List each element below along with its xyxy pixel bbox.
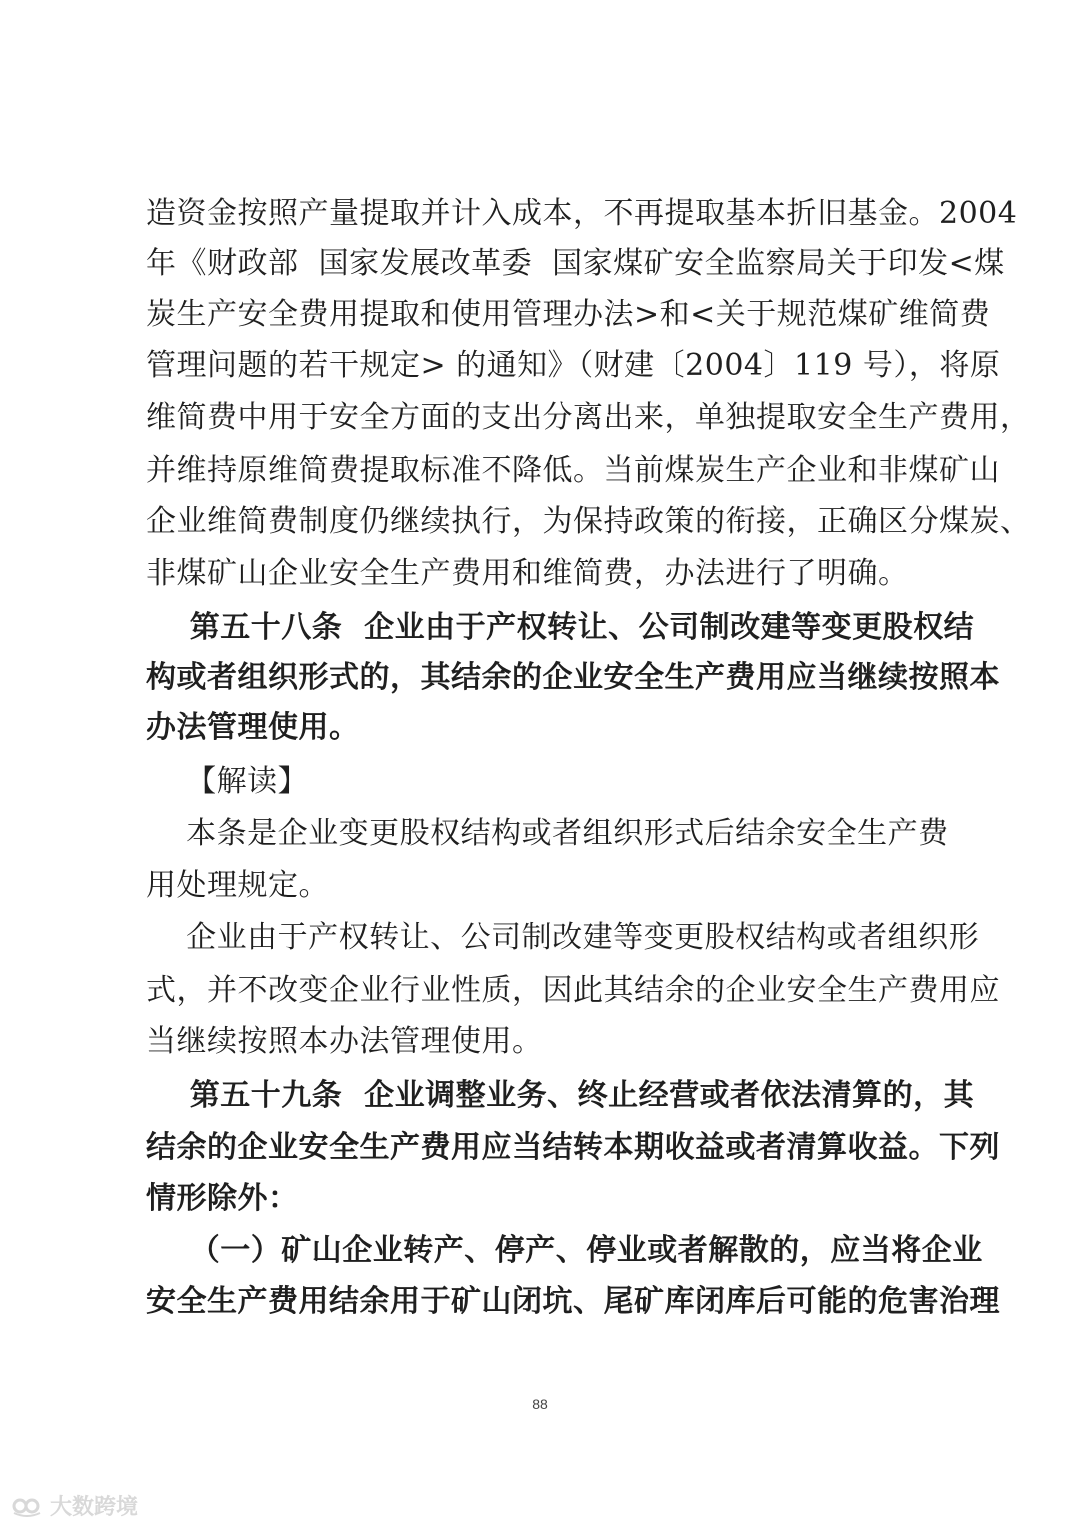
text-line: 年《财政部 国家发展改革委 国家煤矿安全监察局关于印发<煤 xyxy=(146,246,1005,281)
page-number: 88 xyxy=(532,1396,548,1412)
article-heading-line: 办法管理使用。 xyxy=(146,710,360,745)
watermark-text: 大数跨境 xyxy=(50,1495,139,1520)
logo-icon xyxy=(12,1495,42,1517)
text-line: 企业由于产权转让、公司制改建等变更股权结构或者组织形 xyxy=(146,920,980,955)
text-line: 用处理规定。 xyxy=(146,868,329,903)
text-line: 式，并不改变企业行业性质，因此其结余的企业安全生产费用应 xyxy=(146,973,1000,1008)
text-line: 企业维简费制度仍继续执行，为保持政策的衔接，正确区分煤炭、 xyxy=(146,504,1031,539)
text-line: 维简费中用于安全方面的支出分离出来，单独提取安全生产费用， xyxy=(146,400,1031,435)
article-heading-line: 构或者组织形式的，其结余的企业安全生产费用应当继续按照本 xyxy=(146,660,1000,695)
text-line: 造资金按照产量提取并计入成本，不再提取基本折旧基金。2004 xyxy=(146,196,1018,231)
article-heading-line: （一）矿山企业转产、停产、停业或者解散的，应当将企业 xyxy=(146,1233,983,1268)
article-heading-line: 结余的企业安全生产费用应当结转本期收益或者清算收益。下列 xyxy=(146,1130,1000,1165)
text-line: 非煤矿山企业安全生产费用和维简费，办法进行了明确。 xyxy=(146,556,909,591)
text-line: 炭生产安全费用提取和使用管理办法>和<关于规范煤矿维简费 xyxy=(146,297,991,332)
article-heading-line: 安全生产费用结余用于矿山闭坑、尾矿库闭库后可能的危害治理 xyxy=(146,1284,1000,1319)
section-label: 【解读】 xyxy=(146,764,309,799)
watermark xyxy=(12,1490,138,1521)
article-heading-line: 情形除外： xyxy=(146,1181,299,1216)
article-heading-line: 第五十八条 企业由于产权转让、公司制改建等变更股权结 xyxy=(146,610,975,645)
text-line: 并维持原维简费提取标准不降低。当前煤炭生产企业和非煤矿山 xyxy=(146,453,1000,488)
text-line: 当继续按照本办法管理使用。 xyxy=(146,1024,543,1059)
article-heading-line: 第五十九条 企业调整业务、终止经营或者依法清算的，其 xyxy=(146,1078,975,1113)
text-line: 管理问题的若干规定> 的通知》（财建〔2004〕119 号），将原 xyxy=(146,348,1001,383)
text-line: 本条是企业变更股权结构或者组织形式后结余安全生产费 xyxy=(146,816,949,851)
